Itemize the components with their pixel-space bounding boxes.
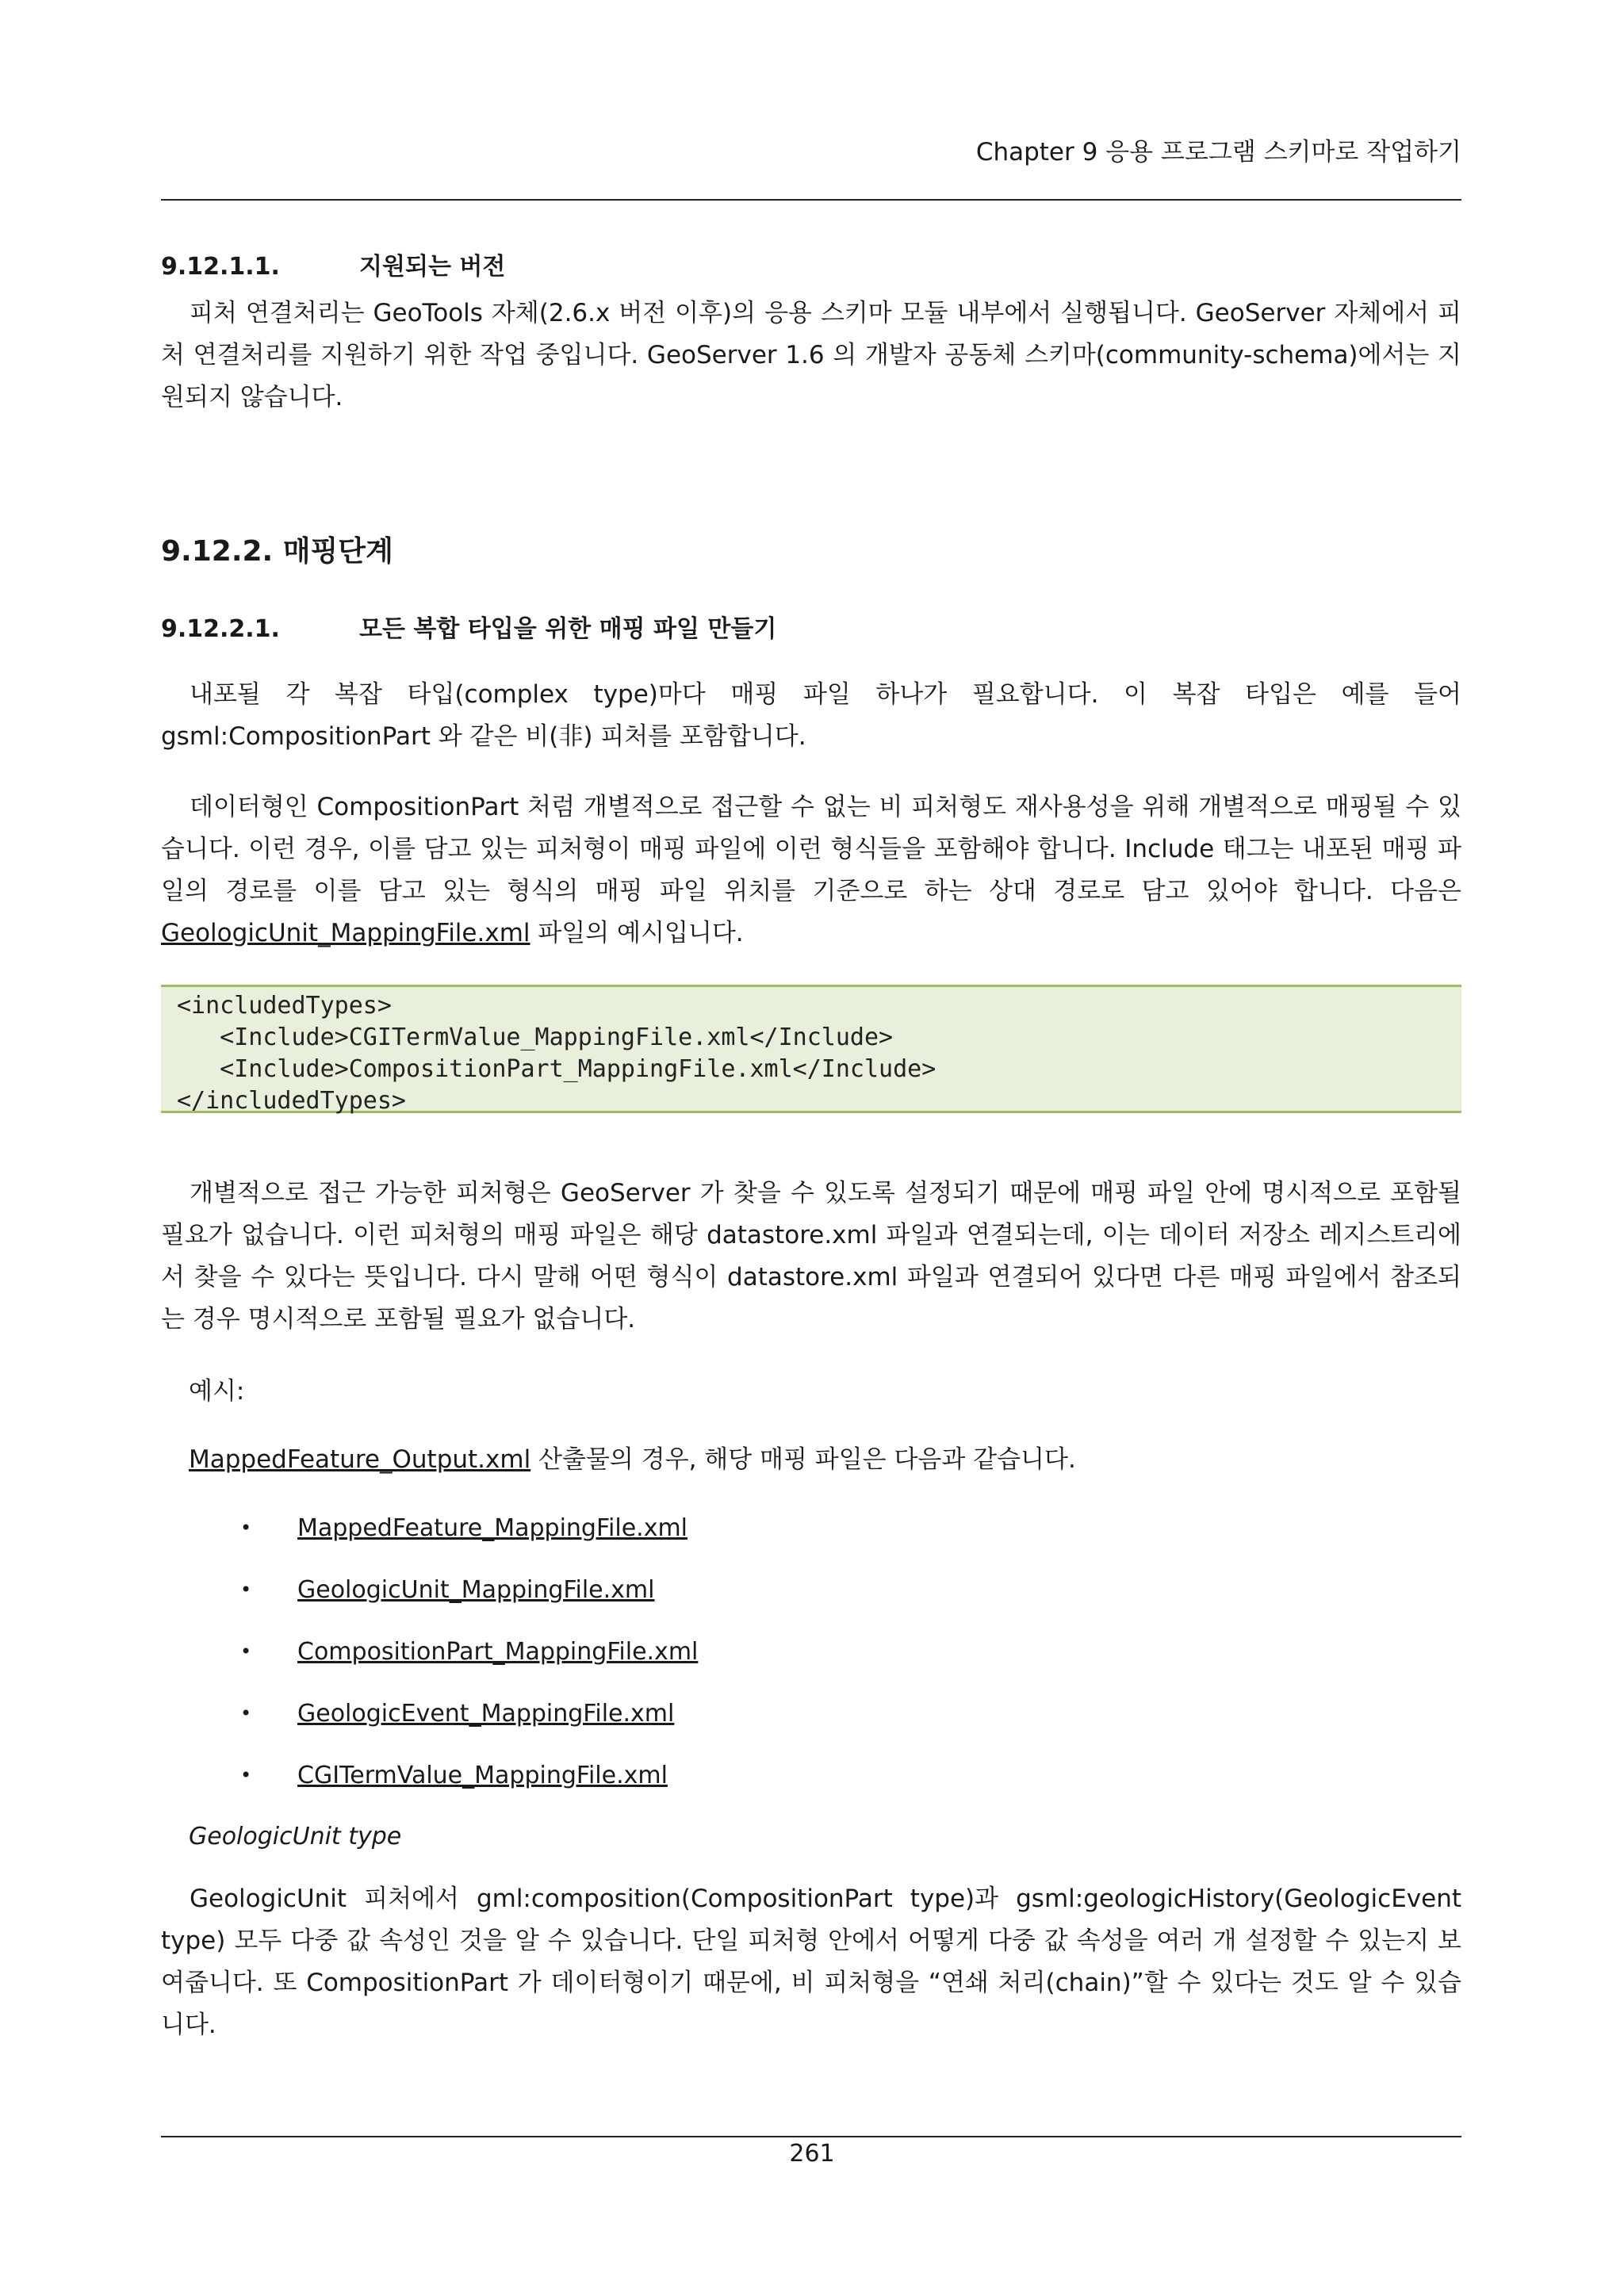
section-heading-9-12-2: 9.12.2. 매핑단계 [161, 535, 393, 568]
subsection-title: 지원되는 버전 [359, 253, 506, 281]
paragraph-text: 파일의 예시입니다. [530, 919, 744, 947]
geologicunit-mapping-link[interactable]: GeologicUnit_MappingFile.xml [161, 919, 530, 947]
paragraph-datastore: 개별적으로 접근 가능한 피처형은 GeoServer 가 찾을 수 있도록 설정되기 때문에 매핑 파일 안에 명시적으로 포함될 필요가 없습니다. 이런 피처형의 매핑 파일은 해당 datastore.xml 파일과 연결되는데, 이는 데이터 저장소 레지스트리에서 찾을 수 있다는 뜻입니다. 다시 말해 어떤 형식이 datastore.xml 파일과 연결되어 있다면 다른 매핑 파일에서 참조되는 경우 명시적으로 포함될 필요가 없습니다. [161, 1179, 1461, 1334]
bullet-icon: • [240, 1517, 252, 1539]
mapping-file-link[interactable]: GeologicUnit_MappingFile.xml [297, 1576, 655, 1604]
code-block [161, 985, 1461, 1113]
paragraph-include-tag [161, 786, 1461, 955]
mapping-file-link[interactable]: CompositionPart_MappingFile.xml [297, 1638, 699, 1666]
subsection-number: 9.12.2.1. [161, 615, 280, 643]
list-item [240, 1697, 674, 1730]
paragraph-complex-types: 내포될 각 복잡 타입(complex type)마다 매핑 파일 하나가 필요합니다. 이 복잡 타입은 예를 들어 gsml:CompositionPart 와 같은 비(非) 피처를 포함합니다. [161, 680, 1461, 751]
list-item [240, 1574, 654, 1606]
bullet-icon: • [240, 1578, 252, 1601]
header-rule [161, 199, 1461, 201]
code-line: <includedTypes> [177, 992, 392, 1020]
paragraph-geologic-unit: GeologicUnit 피처에서 gml:composition(CompositionPart type)과 gsml:geologicHistory(GeologicEvent type) 모두 다중 값 속성인 것을 알 수 있습니다. 단일 피처형 안에서 어떻게 다중 값 속성을 여러 개 설정할 수 있는지 보여줍니다. 또 CompositionPart 가 데이터형이기 때문에, 비 피처형을 “연쇄 처리(chain)”할 수 있다는 것도 알 수 있습니다. [161, 1885, 1461, 2039]
page-number: 261 [789, 2140, 835, 2168]
subsection-number: 9.12.1.1. [161, 253, 280, 281]
mapping-file-link[interactable]: GeologicEvent_MappingFile.xml [297, 1700, 675, 1728]
mappedfeature-output-link[interactable]: MappedFeature_Output.xml [189, 1445, 531, 1474]
bullet-icon: • [240, 1640, 252, 1663]
example-label: 예시: [189, 1377, 245, 1406]
subsection-heading-9-12-2-1 [161, 614, 776, 645]
example-intro [189, 1444, 1076, 1475]
subsection-title: 모든 복합 타입을 위한 매핑 파일 만들기 [359, 615, 777, 643]
bullet-icon: • [240, 1702, 252, 1724]
list-item [240, 1636, 698, 1668]
list-item [240, 1512, 688, 1544]
list-item [240, 1759, 668, 1792]
running-header: Chapter 9 응용 프로그램 스키마로 작업하기 [975, 138, 1461, 166]
paragraph-text: 데이터형인 CompositionPart 처럼 개별적으로 접근할 수 없는 비 피처형도 재사용성을 위해 개별적으로 매핑될 수 있습니다. 이런 경우, 이를 담고 있는 피처형이 매핑 파일에 이런 형식들을 포함해야 합니다. Include 태그는 내포된 매핑 파일의 경로를 이를 담고 있는 형식의 매핑 파일 위치를 기준으로 하는 상대 경로로 담고 있어야 합니다. 다음은 [161, 793, 1461, 905]
code-line: <Include>CompositionPart_MappingFile.xml</Include> [177, 1055, 936, 1083]
footer-rule [161, 2136, 1461, 2137]
subsection-heading-9-12-1-1 [161, 251, 505, 283]
mapping-file-link[interactable]: CGITermValue_MappingFile.xml [297, 1762, 668, 1789]
paragraph-supported-version: 피처 연결처리는 GeoTools 자체(2.6.x 버전 이후)의 응용 스키마 모듈 내부에서 실행됩니다. GeoServer 자체에서 피처 연결처리를 지원하기 위한 작업 중입니다. GeoServer 1.6 의 개발자 공동체 스키마(community-schema)에서는 지원되지 않습니다. [161, 299, 1461, 411]
figure-caption: GeologicUnit type [189, 1823, 402, 1850]
mapping-file-link[interactable]: MappedFeature_MappingFile.xml [297, 1514, 688, 1542]
bullet-icon: • [240, 1764, 252, 1786]
example-intro-text: 산출물의 경우, 해당 매핑 파일은 다음과 같습니다. [530, 1445, 1076, 1474]
code-line: </includedTypes> [177, 1087, 406, 1115]
code-line: <Include>CGITermValue_MappingFile.xml</Include> [177, 1024, 894, 1051]
